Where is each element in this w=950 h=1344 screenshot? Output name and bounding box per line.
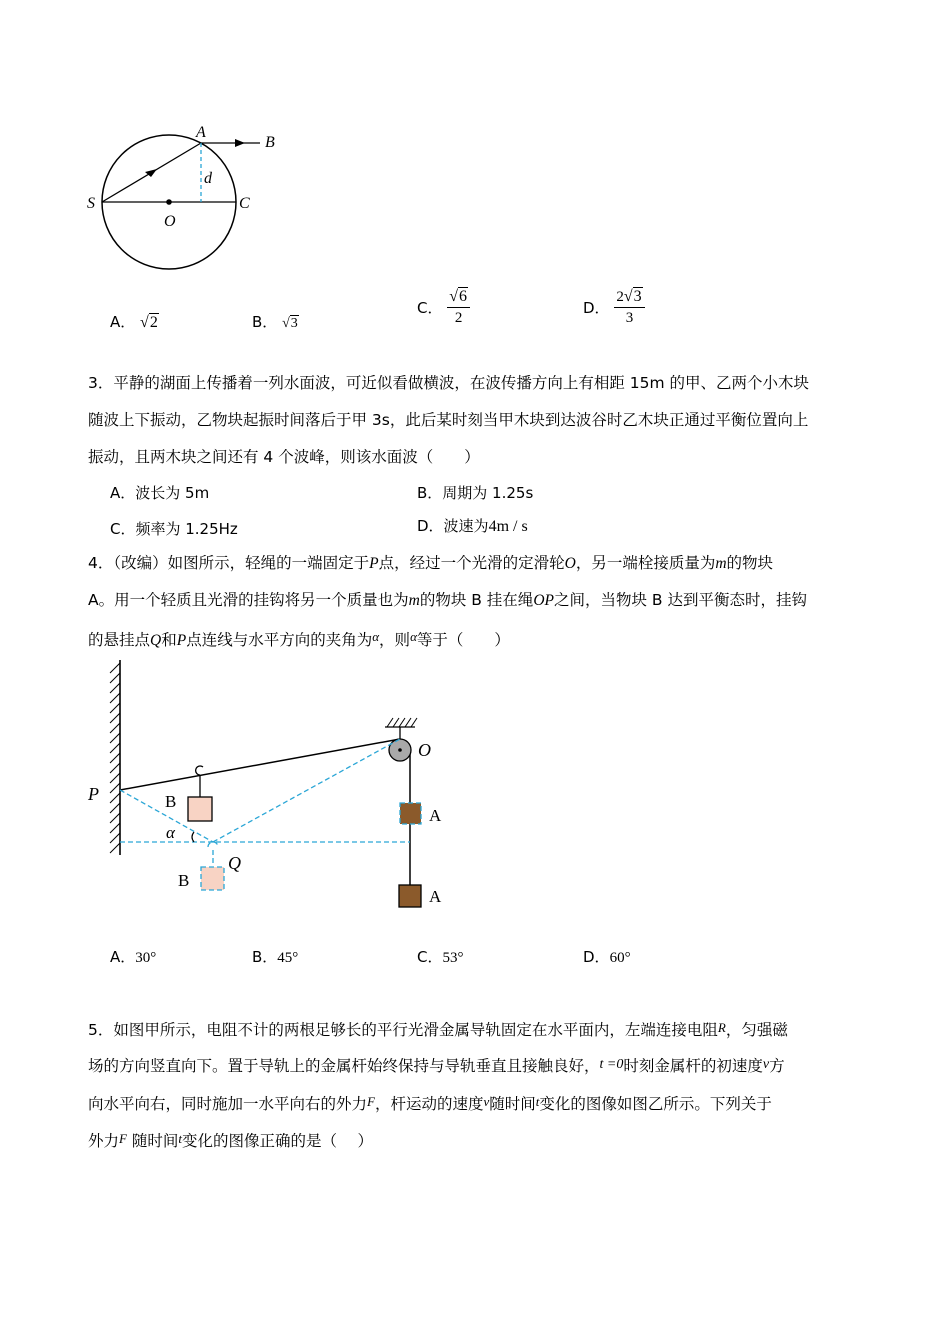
label-a-upper: A <box>429 806 442 825</box>
q4-line-1: 4．（改编）如图所示，轻绳的一端固定于P点，经过一个光滑的定滑轮O，另一端栓接质量为m的物块 <box>88 554 774 572</box>
label-b-lower: B <box>178 871 190 890</box>
wall-hatching <box>110 663 120 853</box>
ray-arrow <box>235 139 245 147</box>
q2-option-a[interactable]: A． √2 <box>110 313 158 331</box>
label-a: A <box>196 124 206 141</box>
label-s: S <box>87 195 95 212</box>
ceiling-hatching <box>387 718 417 727</box>
q3-line-1: 3．平静的湖面上传播着一列水面波，可近似看做横波，在波传播方向上有相距 15m 的甲、乙两个小木块 <box>88 374 810 392</box>
sqrt-3: √3 <box>282 316 298 331</box>
label-q: Q <box>228 853 241 873</box>
q4-option-a[interactable]: A．30° <box>110 948 157 966</box>
fraction-sqrt6-over-2: $\frac{√6}{2}$ <box>447 287 470 328</box>
q2-option-d[interactable]: D． $\frac{2√3}{3}$ <box>583 287 645 328</box>
q3-option-d[interactable]: D．波速为4m / s <box>417 517 528 535</box>
dashed-qo <box>213 739 400 842</box>
q5-line-4: 外力F 随时间t变化的图像正确的是（ ） <box>88 1131 373 1150</box>
q5-line-3: 向水平向右，同时施加一水平向右的外力F，杆运动的速度v随时间t变化的图像如图乙所示。下列关于 <box>88 1094 772 1113</box>
fraction-2sqrt3-over-3: $\frac{2√3}{3}$ <box>614 287 644 328</box>
q2-option-b[interactable]: B． √3 <box>252 313 298 331</box>
sqrt-2: √2 <box>140 314 158 331</box>
hook-upper <box>196 766 203 775</box>
circle-figure <box>80 115 310 280</box>
pulley-axle <box>398 748 402 752</box>
label-b: B <box>265 134 275 151</box>
q3-line-3: 振动，且两木块之间还有 4 个波峰，则该水面波（ ） <box>88 448 480 466</box>
alpha-arc <box>192 832 194 842</box>
q4-option-d[interactable]: D．60° <box>583 948 631 966</box>
q3-line-2: 随波上下振动，乙物块起振时间落后于甲 3s，此后某时刻当甲木块到达波谷时乙木块正通过平衡位置向上 <box>88 411 809 429</box>
label-o: O <box>418 740 431 760</box>
block-a-solid <box>399 885 421 907</box>
pulley-figure <box>80 655 470 920</box>
q3-option-b[interactable]: B．周期为 1.25s <box>417 484 534 502</box>
q4-line-3: 的悬挂点Q和P点连线与水平方向的夹角为$^\alpha$，则$^\alpha$等于（ ） <box>88 629 510 649</box>
center-dot <box>166 199 172 205</box>
label-o: O <box>164 213 176 230</box>
q4-option-b[interactable]: B．45° <box>252 948 299 966</box>
q3-option-a[interactable]: A．波长为 5m <box>110 484 210 502</box>
block-b-dashed <box>201 867 224 890</box>
rope-po <box>120 739 400 790</box>
label-p: P <box>88 784 99 804</box>
label-d: d <box>204 170 212 187</box>
q4-line-2: A。用一个轻质且光滑的挂钩将另一个质量也为m的物块 B 挂在绳OP之间，当物块 B 达到平衡态时，挂钩 <box>88 591 807 609</box>
q3-option-c[interactable]: C．频率为 1.25Hz <box>110 520 238 538</box>
label-c: C <box>239 195 250 212</box>
q4-option-c[interactable]: C．53° <box>417 948 464 966</box>
block-b-solid <box>188 797 212 821</box>
q2-option-c[interactable]: C． $\frac{√6}{2}$ <box>417 287 470 328</box>
q5-line-1: 5．如图甲所示，电阻不计的两根足够长的平行光滑金属导轨固定在水平面内，左端连接电阻R，匀强磁 <box>88 1020 788 1039</box>
block-a-dashed <box>400 803 421 824</box>
label-a-lower: A <box>429 887 442 906</box>
q5-line-2: 场的方向竖直向下。置于导轨上的金属杆始终保持与导轨垂直且接触良好，t =0时刻金属杆的初速度v方 <box>88 1057 785 1075</box>
label-alpha: α <box>166 823 175 842</box>
label-b-upper: B <box>165 792 177 811</box>
dashed-hook <box>208 842 218 847</box>
